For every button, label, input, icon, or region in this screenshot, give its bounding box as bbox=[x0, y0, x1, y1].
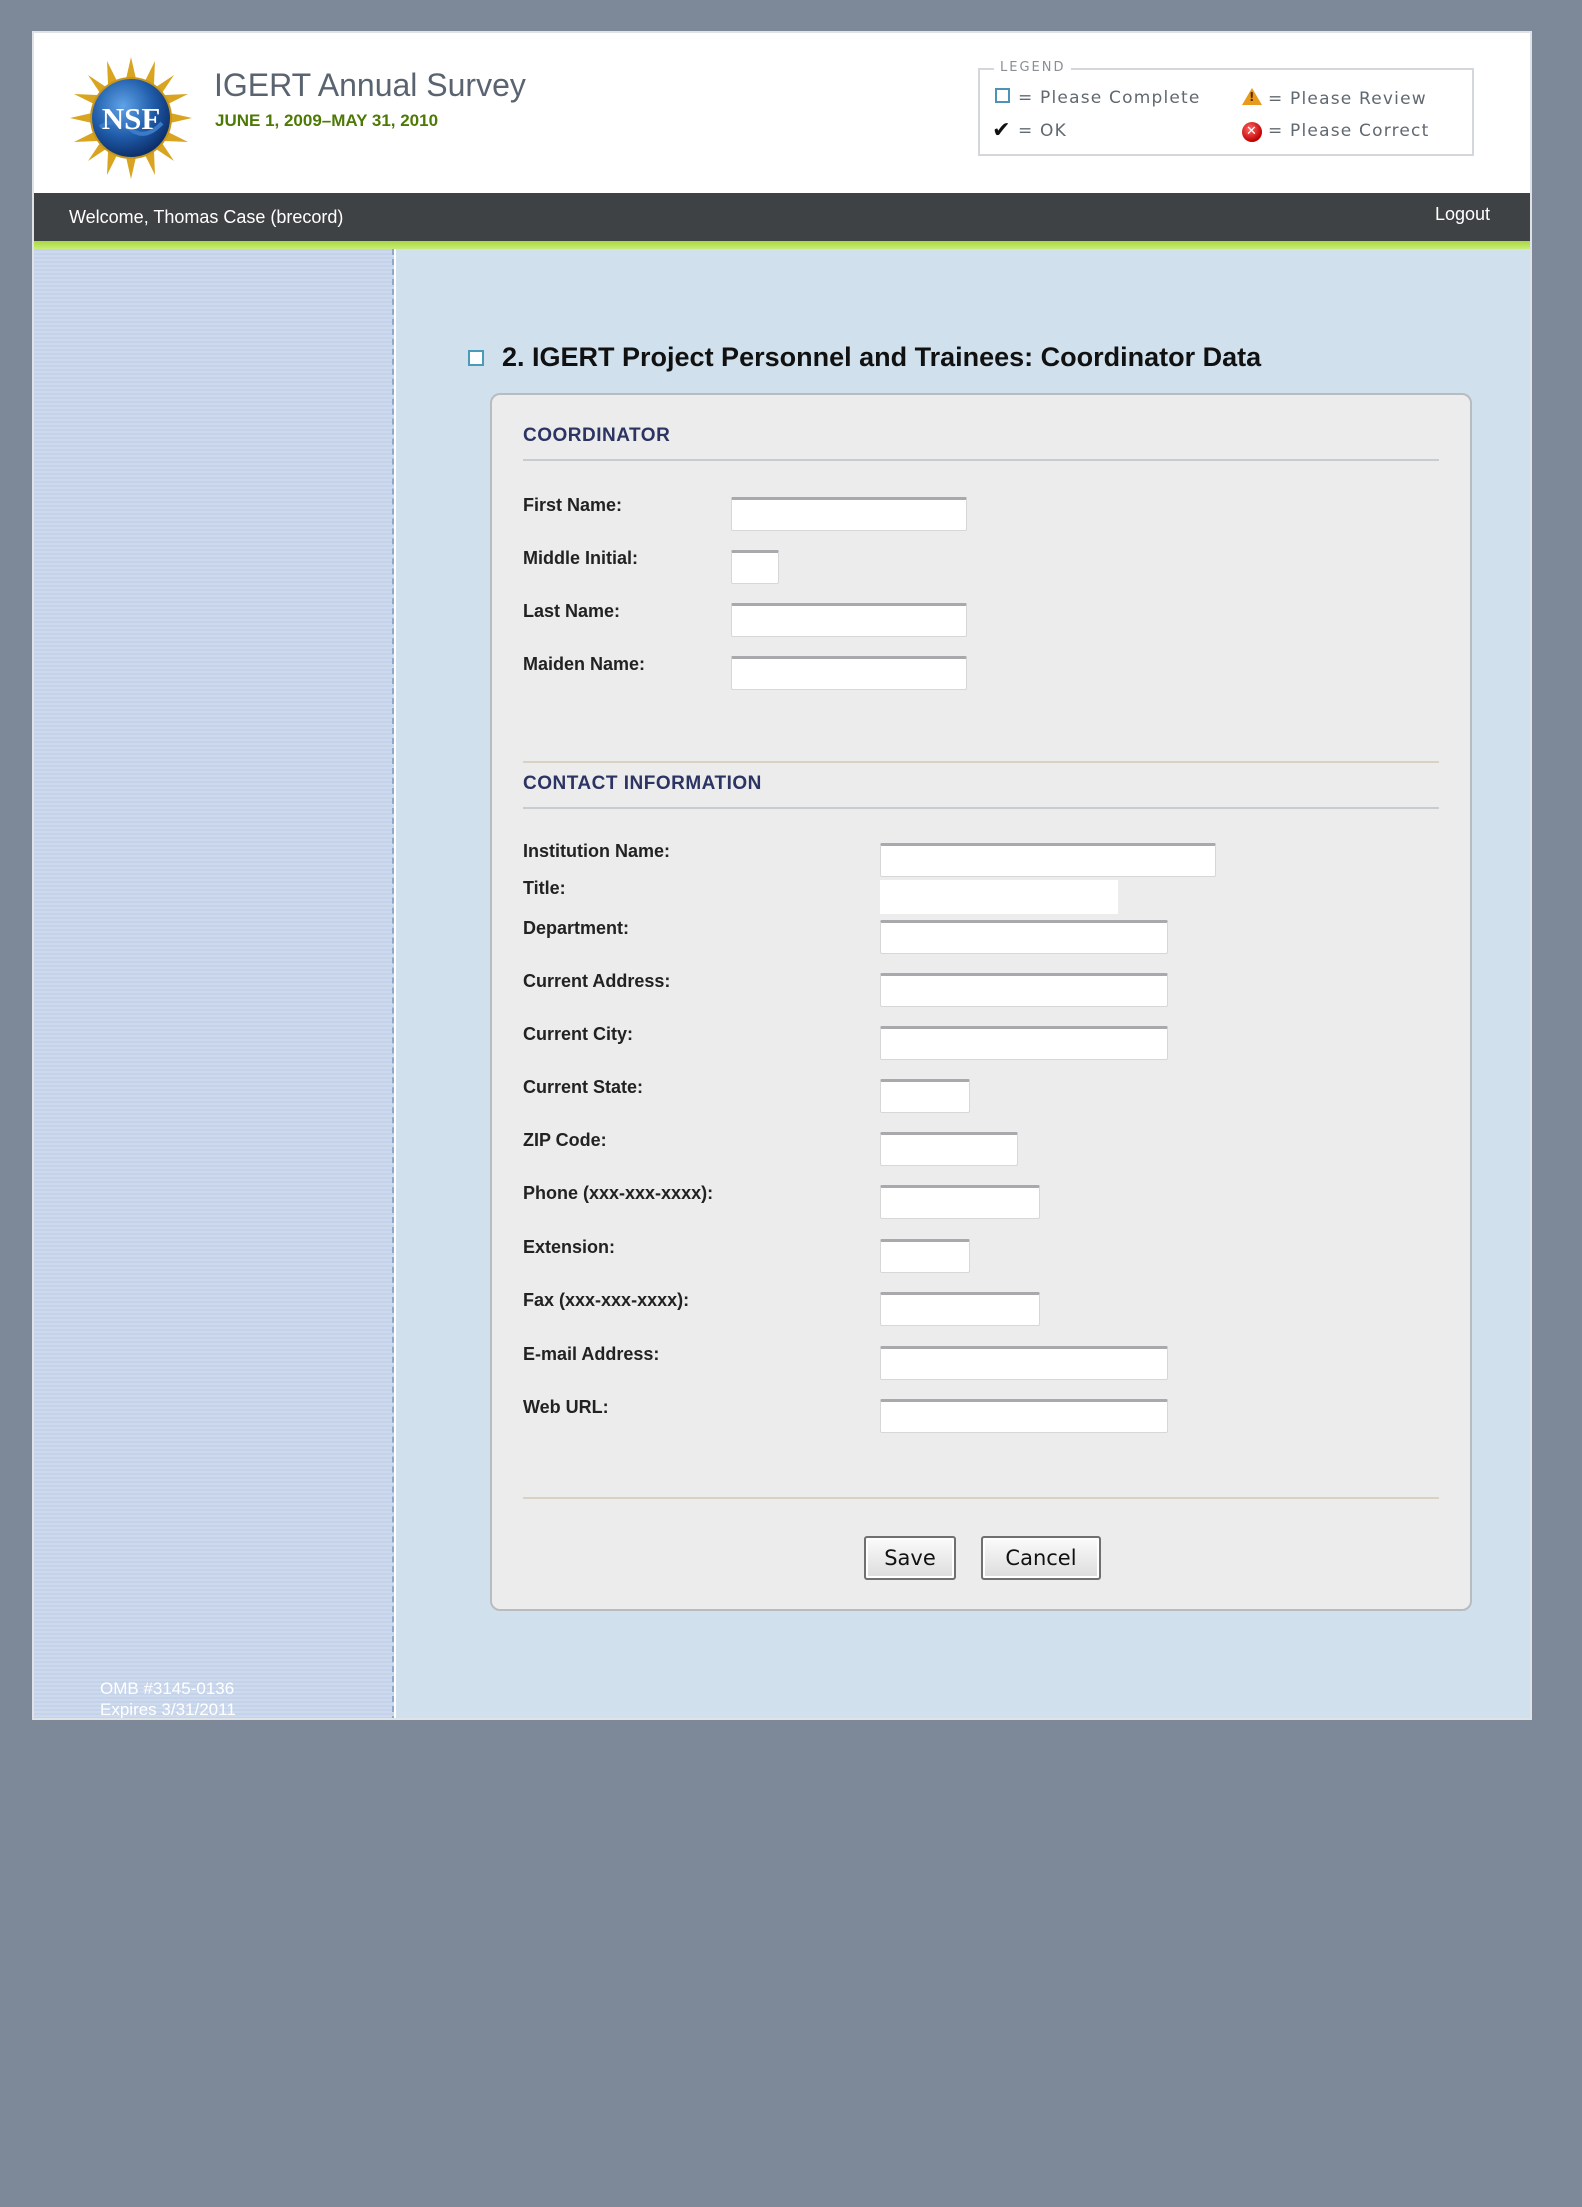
welcome-message: Welcome, Thomas Case (brecord) bbox=[69, 207, 344, 227]
extension-label: Extension: bbox=[523, 1237, 616, 1257]
navbar-accent-stripe bbox=[34, 241, 1530, 249]
title-label: Title: bbox=[523, 878, 566, 898]
section-divider bbox=[523, 1497, 1439, 1499]
middle-initial-input[interactable] bbox=[731, 550, 779, 584]
current-address-label: Current Address: bbox=[523, 971, 671, 991]
middle-initial-label: Middle Initial: bbox=[523, 548, 638, 568]
maiden-name-input[interactable] bbox=[731, 656, 967, 690]
omb-notice bbox=[100, 1678, 236, 1720]
current-state-label: Current State: bbox=[523, 1077, 644, 1097]
legend-please-correct-label: = Please Correct bbox=[1268, 121, 1430, 141]
first-name-label: First Name: bbox=[523, 495, 623, 515]
contact-section-title: CONTACT INFORMATION bbox=[523, 773, 762, 794]
survey-page bbox=[32, 31, 1532, 1720]
email-input[interactable] bbox=[880, 1346, 1168, 1380]
maiden-name-label: Maiden Name: bbox=[523, 654, 646, 674]
logo-text: NSF bbox=[101, 101, 161, 136]
survey-period: JUNE 1, 2009–MAY 31, 2010 bbox=[215, 111, 439, 130]
section-divider bbox=[523, 807, 1439, 809]
legend-please-review-label: = Please Review bbox=[1268, 89, 1427, 109]
legend-ok-label: = OK bbox=[1018, 121, 1067, 141]
warning-icon bbox=[1242, 88, 1262, 105]
title-input[interactable] bbox=[880, 880, 1118, 914]
current-city-label: Current City: bbox=[523, 1024, 634, 1044]
department-label: Department: bbox=[523, 918, 630, 938]
top-navbar bbox=[34, 193, 1530, 241]
sidebar bbox=[34, 249, 394, 1720]
section-heading bbox=[468, 342, 1261, 373]
error-x-icon: ✕ bbox=[1242, 122, 1262, 142]
header bbox=[34, 33, 1530, 193]
status-legend bbox=[978, 60, 1474, 156]
cancel-button[interactable]: Cancel bbox=[981, 1536, 1101, 1580]
section-divider bbox=[523, 459, 1439, 461]
institution-name-input[interactable] bbox=[880, 843, 1216, 877]
zip-code-input[interactable] bbox=[880, 1132, 1018, 1166]
web-url-input[interactable] bbox=[880, 1399, 1168, 1433]
email-label: E-mail Address: bbox=[523, 1344, 660, 1364]
last-name-input[interactable] bbox=[731, 603, 967, 637]
department-input[interactable] bbox=[880, 920, 1168, 954]
section-divider bbox=[523, 761, 1439, 763]
current-address-input[interactable] bbox=[880, 973, 1168, 1007]
main-content bbox=[396, 249, 1532, 1720]
legend-please-correct bbox=[1242, 120, 1429, 142]
checkmark-icon: ✔ bbox=[992, 118, 1012, 143]
page-title: 2. IGERT Project Personnel and Trainees: Coordinator Data bbox=[502, 342, 1262, 372]
nsf-logo bbox=[70, 57, 192, 179]
incomplete-square-icon bbox=[995, 88, 1010, 103]
legend-please-complete bbox=[992, 88, 1201, 108]
omb-expiration: Expires 3/31/2011 bbox=[100, 1700, 236, 1719]
incomplete-square-icon bbox=[468, 350, 484, 366]
legend-please-review bbox=[1242, 88, 1427, 110]
app-title: IGERT Annual Survey bbox=[214, 67, 526, 103]
fax-label: Fax (xxx-xxx-xxxx): bbox=[523, 1290, 690, 1310]
last-name-label: Last Name: bbox=[523, 601, 621, 621]
legend-title: LEGEND bbox=[994, 60, 1071, 75]
coordinator-form bbox=[490, 393, 1472, 1611]
fax-input[interactable] bbox=[880, 1292, 1040, 1326]
institution-name-label: Institution Name: bbox=[523, 841, 670, 861]
zip-code-label: ZIP Code: bbox=[523, 1130, 607, 1150]
phone-label: Phone (xxx-xxx-xxxx): bbox=[523, 1183, 714, 1203]
coordinator-section-title: COORDINATOR bbox=[523, 425, 671, 446]
legend-please-complete-label: = Please Complete bbox=[1018, 88, 1201, 108]
web-url-label: Web URL: bbox=[523, 1397, 609, 1417]
legend-ok bbox=[992, 120, 1067, 142]
save-button[interactable]: Save bbox=[864, 1536, 956, 1580]
phone-input[interactable] bbox=[880, 1185, 1040, 1219]
extension-input[interactable] bbox=[880, 1239, 970, 1273]
first-name-input[interactable] bbox=[731, 497, 967, 531]
logout-link[interactable]: Logout bbox=[1434, 204, 1490, 224]
omb-number: OMB #3145-0136 bbox=[100, 1679, 235, 1698]
current-state-input[interactable] bbox=[880, 1079, 970, 1113]
current-city-input[interactable] bbox=[880, 1026, 1168, 1060]
